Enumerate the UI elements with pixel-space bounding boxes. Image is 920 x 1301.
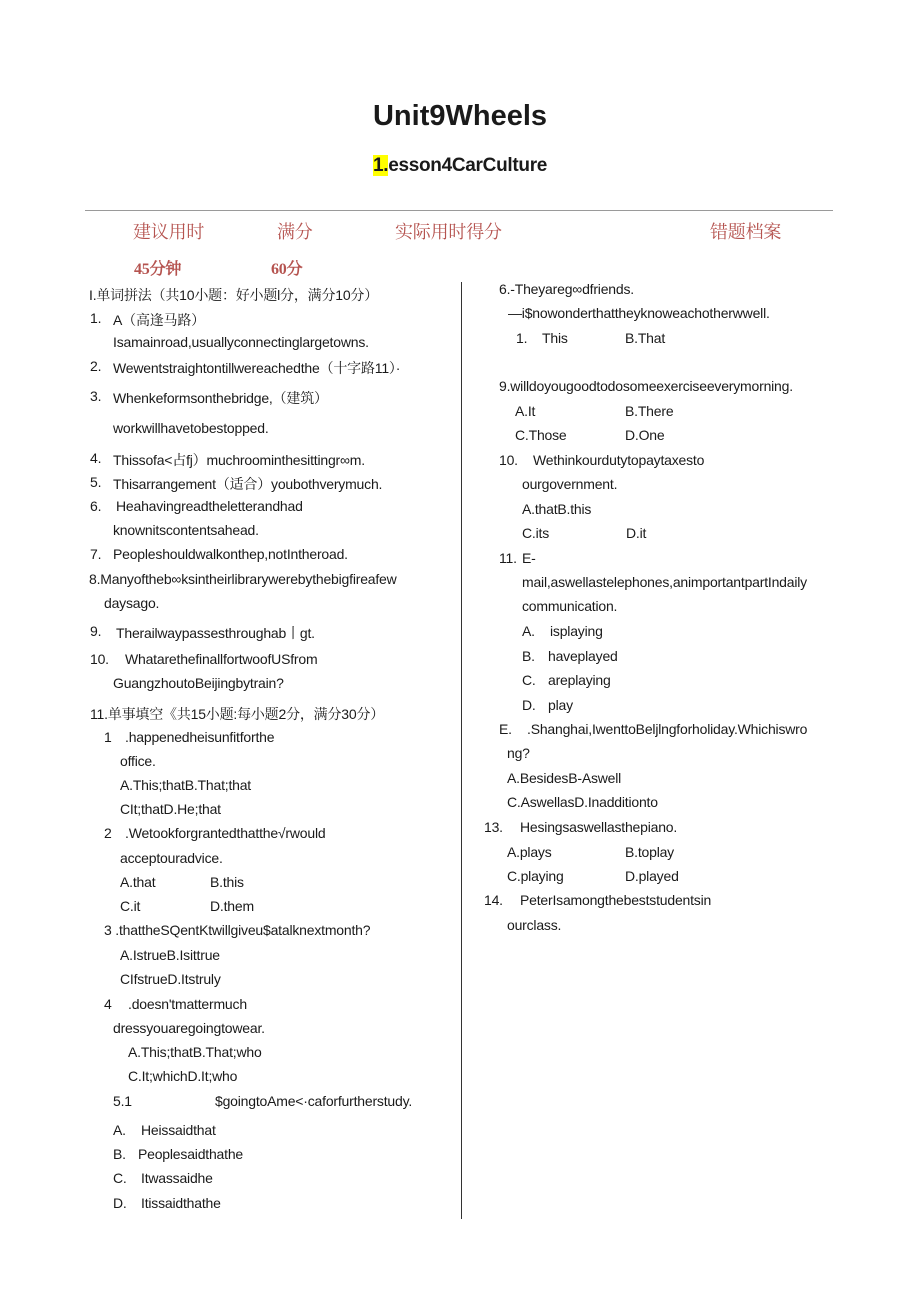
s1-q6-text-cont: knownitscontentsahead. bbox=[113, 522, 259, 538]
r-q10-number: 10. bbox=[499, 452, 518, 468]
s2-q5-text: $goingtoAme<·caforfurtherstudy. bbox=[215, 1093, 413, 1109]
s2-q4-text-cont: dressyouaregoingtowear. bbox=[113, 1020, 265, 1036]
lesson-subtitle bbox=[0, 155, 920, 177]
suggested-time-value: 45分钟 bbox=[134, 261, 182, 278]
r-q12-text-cont: ng? bbox=[507, 745, 530, 761]
s1-q10-number: 10. bbox=[90, 651, 109, 667]
r-q9-text: 9.willdoyougoodtodosomeexerciseeverymorning. bbox=[499, 378, 793, 394]
s2-q5-option-a: Heissaidthat bbox=[141, 1122, 216, 1138]
s2-q2-text-cont: acceptouradvice. bbox=[120, 850, 223, 866]
s2-q3-options-ab: A.IstrueB.Isittrue bbox=[120, 947, 220, 963]
s1-q10-text-cont: GuangzhoutoBeijingbytrain? bbox=[113, 675, 284, 691]
r-q10-options-ab: A.thatB.this bbox=[522, 501, 592, 517]
r-q11-option-a-label: A. bbox=[522, 623, 535, 639]
r-q11-option-c-label: C. bbox=[522, 672, 536, 688]
s1-q1-text-cont: Isamainroad,usuallyconnectinglargetowns. bbox=[113, 334, 369, 350]
r-q6-text-cont: —i$nowonderthattheyknoweachotherwwell. bbox=[508, 305, 770, 321]
s1-q1-text: A（高逢马路） bbox=[113, 312, 205, 328]
suggested-time-label: 建议用时 bbox=[133, 222, 205, 242]
s1-q5-text: Thisarrangement（适合）youbothverymuch. bbox=[113, 476, 383, 492]
r-q12-options-ab: A.BesidesB-Aswell bbox=[507, 770, 622, 786]
r-q6-option-a: This bbox=[542, 330, 568, 346]
r-q13-option-d: D.played bbox=[625, 868, 679, 884]
s2-q5-option-d-label: D. bbox=[113, 1195, 127, 1211]
r-q11-option-c: areplaying bbox=[548, 672, 611, 688]
r-q12-number: E. bbox=[499, 721, 512, 737]
s2-q1-options-cd: CIt;thatD.He;that bbox=[120, 801, 221, 817]
s2-q4-options-cd: C.It;whichD.It;who bbox=[128, 1068, 238, 1084]
s1-q8-text-cont: daysago. bbox=[104, 595, 160, 611]
s2-q2-option-d: D.them bbox=[210, 898, 254, 914]
r-q11-option-d: play bbox=[548, 697, 573, 713]
section1-heading: I.单词拼法（共10小题：好小题l分，满分10分） bbox=[89, 287, 379, 303]
r-q11-number: 11. bbox=[499, 550, 517, 566]
r-q11-option-a: isplaying bbox=[550, 623, 603, 639]
r-q10-option-c: C.its bbox=[522, 525, 550, 541]
s1-q10-text: WhatarethefinallfortwoofUSfrom bbox=[125, 651, 318, 667]
r-q9-option-d: D.One bbox=[625, 427, 665, 443]
s2-q4-number: 4 bbox=[104, 996, 112, 1012]
s2-q2-option-c: C.it bbox=[120, 898, 141, 914]
lesson-title: esson4CarCulture bbox=[388, 155, 548, 176]
page-title: Unit9Wheels bbox=[372, 100, 548, 132]
header-divider bbox=[85, 210, 833, 211]
s1-q1-number: 1. bbox=[90, 310, 102, 326]
r-q11-text-end: communication. bbox=[522, 598, 618, 614]
s2-q2-text: .Wetookforgrantedthatthe√rwould bbox=[125, 825, 326, 841]
s2-q5-option-b: Peoplesaidthathe bbox=[138, 1146, 243, 1162]
s1-q6-text: Heahavingreadtheletterandhad bbox=[116, 498, 303, 514]
r-q11-option-b: haveplayed bbox=[548, 648, 618, 664]
s1-q9-text: Therailwaypassesthroughab丨gt. bbox=[116, 625, 315, 641]
s2-q3-options-cd: CIfstrueD.Itstruly bbox=[120, 971, 221, 987]
s2-q1-text-cont: office. bbox=[120, 753, 156, 769]
r-q14-text: PeterIsamongthebeststudentsin bbox=[520, 892, 712, 908]
s2-q1-options-ab: A.This;thatB.That;that bbox=[120, 777, 251, 793]
r-q13-text: Hesingsaswellasthepiano. bbox=[520, 819, 678, 835]
section2-heading: 11.单事填空《共15小题:每小题2分，满分30分） bbox=[90, 706, 385, 722]
error-archive-label: 错题档案 bbox=[710, 222, 782, 242]
s1-q3-text-cont: workwillhavetobestopped. bbox=[113, 420, 269, 436]
column-divider bbox=[461, 282, 462, 1219]
s1-q9-number: 9. bbox=[90, 623, 102, 639]
r-q11-option-d-label: D. bbox=[522, 697, 536, 713]
s2-q5-option-c: Itwassaidhe bbox=[141, 1170, 213, 1186]
s1-q7-number: 7. bbox=[90, 546, 102, 562]
r-q14-number: 14. bbox=[484, 892, 503, 908]
s1-q7-text: Peopleshouldwalkonthep,notIntheroad. bbox=[113, 546, 348, 562]
s2-q2-number: 2 bbox=[104, 825, 112, 841]
r-q13-number: 13. bbox=[484, 819, 503, 835]
r-q10-text: Wethinkourdutytopaytaxesto bbox=[533, 452, 705, 468]
r-q6-text: 6.-Theyareg∞dfriends. bbox=[499, 281, 634, 297]
s1-q3-text: Whenkeformsonthebridge,（建筑） bbox=[113, 390, 328, 406]
r-q6-number: 1. bbox=[516, 330, 528, 346]
s1-q2-number: 2. bbox=[90, 358, 102, 374]
r-q10-text-cont: ourgovernment. bbox=[522, 476, 618, 492]
lesson-number-highlight: 1. bbox=[372, 155, 389, 176]
full-score-value: 60分 bbox=[271, 261, 303, 278]
s2-q5-option-d: Itissaidthathe bbox=[141, 1195, 221, 1211]
r-q13-option-a: A.plays bbox=[507, 844, 552, 860]
r-q9-option-b: B.There bbox=[625, 403, 674, 419]
s2-q3-text: 3 .thattheSQentKtwillgiveu$atalknextmonth? bbox=[104, 922, 371, 938]
r-q14-text-cont: ourclass. bbox=[507, 917, 562, 933]
s2-q4-text: .doesn'tmattermuch bbox=[128, 996, 247, 1012]
r-q13-option-c: C.playing bbox=[507, 868, 564, 884]
s1-q8-text: 8.Manyoftheb∞ksintheirlibrarywerebythebigfireafew bbox=[89, 571, 397, 587]
r-q11-option-b-label: B. bbox=[522, 648, 535, 664]
s2-q1-text: .happenedheisunfitforthe bbox=[125, 729, 275, 745]
s1-q6-number: 6. bbox=[90, 498, 102, 514]
s2-q5-option-c-label: C. bbox=[113, 1170, 127, 1186]
full-score-label: 满分 bbox=[277, 222, 313, 242]
r-q11-text-cont: mail,aswellastelephones,animportantpartIndaily bbox=[522, 574, 807, 590]
actual-time-score-label: 实际用时得分 bbox=[395, 222, 502, 242]
s2-q2-option-b: B.this bbox=[210, 874, 244, 890]
s1-q3-number: 3. bbox=[90, 388, 102, 404]
s1-q5-number: 5. bbox=[90, 474, 102, 490]
s1-q2-text: Wewentstraightontillwereachedthe（十字路11）· bbox=[113, 360, 401, 376]
s2-q2-option-a: A.that bbox=[120, 874, 156, 890]
s2-q1-number: 1 bbox=[104, 729, 112, 745]
r-q12-text: .Shanghai,IwenttoBeljlngforholiday.Whichiswro bbox=[527, 721, 808, 737]
s2-q5-number: 5.1 bbox=[113, 1093, 132, 1109]
r-q9-option-a: A.It bbox=[515, 403, 536, 419]
r-q9-option-c: C.Those bbox=[515, 427, 567, 443]
r-q12-options-cd: C.AswellasD.Inadditionto bbox=[507, 794, 658, 810]
s2-q5-option-b-label: B. bbox=[113, 1146, 126, 1162]
s1-q4-text: Thissofa<占fj）muchroominthesittingr∞m. bbox=[113, 452, 365, 468]
r-q13-option-b: B.toplay bbox=[625, 844, 674, 860]
s2-q5-option-a-label: A. bbox=[113, 1122, 126, 1138]
r-q11-text: E- bbox=[522, 550, 536, 566]
r-q6-option-b: B.That bbox=[625, 330, 666, 346]
s2-q4-options-ab: A.This;thatB.That;who bbox=[128, 1044, 262, 1060]
s1-q4-number: 4. bbox=[90, 450, 102, 466]
r-q10-option-d: D.it bbox=[626, 525, 647, 541]
